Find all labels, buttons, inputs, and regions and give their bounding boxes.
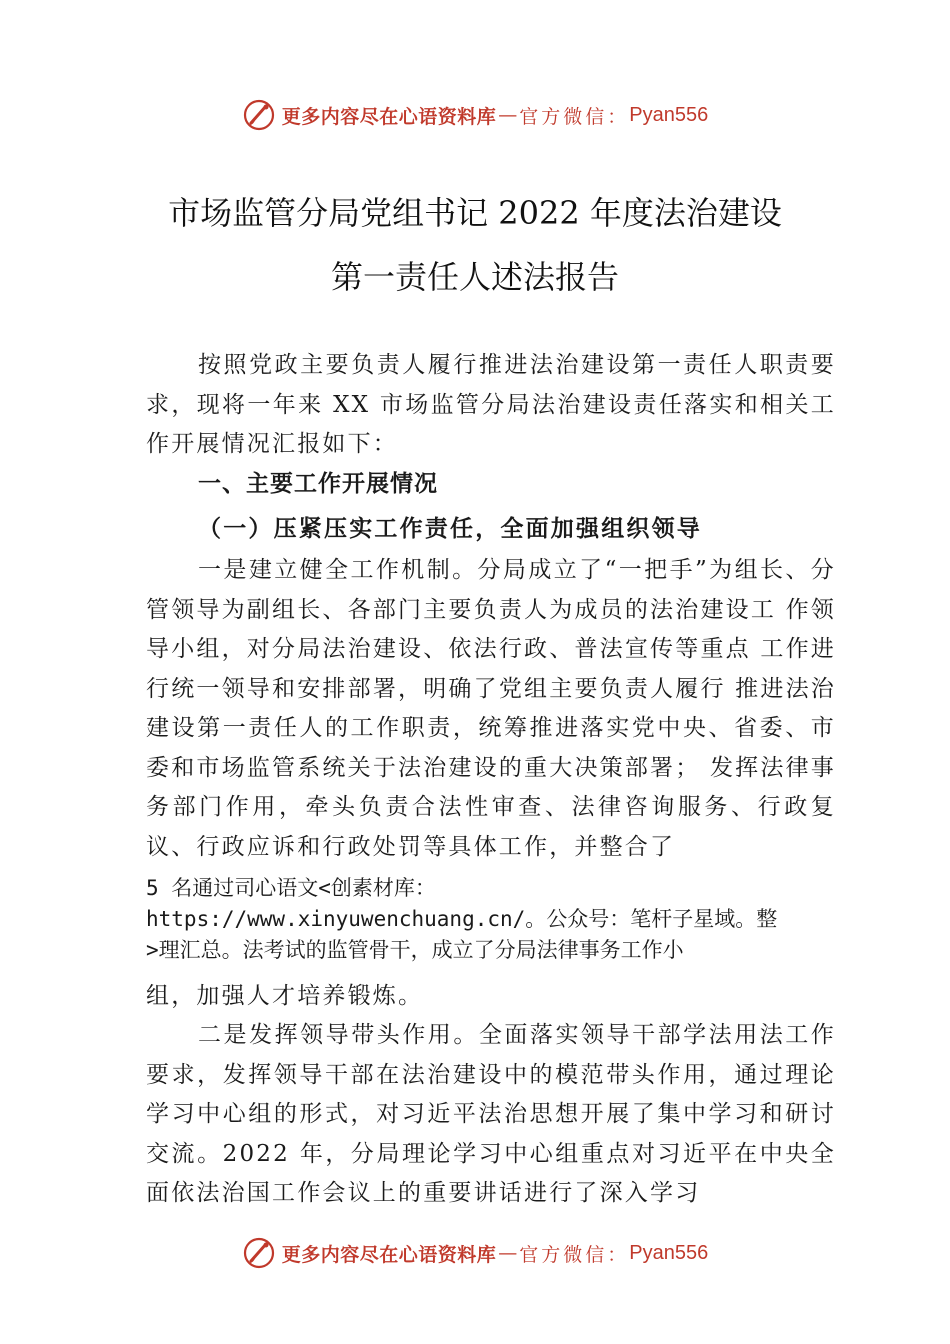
brush-logo-icon: [242, 1236, 276, 1270]
document-title-line2: 第一责任人述法报告: [330, 258, 619, 296]
banner-wechat-id: Pyan556: [629, 103, 709, 126]
banner-wechat-label: 官方微信：: [519, 105, 630, 128]
banner-text: 更多内容尽在心语资料库: [281, 105, 497, 128]
header-banner: [0, 95, 950, 135]
watermark-line-2: https://www.xinyuwenchuang.cn/。公众号：笔杆子星域。整: [146, 907, 778, 931]
subsection-heading-1: （一）压紧压实工作责任，全面加强组织领导: [198, 515, 702, 542]
banner-wechat-label: 官方微信：: [519, 1243, 630, 1266]
watermark-line-3: >理汇总。法考试的监管骨干，成立了分局法律事务工作小: [146, 938, 684, 962]
footer-banner: [0, 1233, 950, 1273]
paragraph-2: 二是发挥领导带头作用。全面落实领导干部学法用法工作要求，发挥领导干部在法治建设中的模范带头作用，通过理论学习中心组的形式，对习近平法治思想开展了集中学习和研讨交流。2022 年，分局理论学习中心组重点对习近平在中央全面依法治国工作会议上的重要讲话进行了深入学习: [146, 1022, 836, 1206]
intro-paragraph: 按照党政主要负责人履行推进法治建设第一责任人职责要求，现将一年来 XX 市场监管分局法治建设责任落实和相关工作开展情况汇报如下：: [146, 352, 836, 457]
paragraph-1-end: 组，加强人才培养锻炼。: [146, 983, 424, 1009]
section-heading-1: 一、主要工作开展情况: [198, 471, 438, 497]
brush-logo-icon: [242, 98, 276, 132]
paragraph-1: 一是建立健全工作机制。分局成立了“一把手”为组长、分管领导为副组长、各部门主要负责人为成员的法治建设工 作领导小组，对分局法治建设、依法行政、普法宣传等重点 工作进行统一领导和安排部署，明确了党组主要负责人履行 推进法治建设第一责任人的工作职责，统筹推进落实党中央、省委、市委和市场监管系统关于法治建设的重大决策部署； 发挥法律事务部门作用，牵头负责合法性审查、法律咨询服务、行政复议、行政应诉和行政处罚等具体工作，并整合了: [146, 557, 836, 860]
banner-separator: —: [498, 1242, 518, 1264]
watermark-line-1: 5 名通过司心语文<创素材库：: [146, 876, 436, 900]
banner-separator: —: [498, 104, 518, 126]
banner-text: 更多内容尽在心语资料库: [281, 1243, 497, 1266]
banner-wechat-id: Pyan556: [629, 1241, 709, 1264]
document-title-line1: 市场监管分局党组书记 2022 年度法治建设: [168, 194, 782, 232]
